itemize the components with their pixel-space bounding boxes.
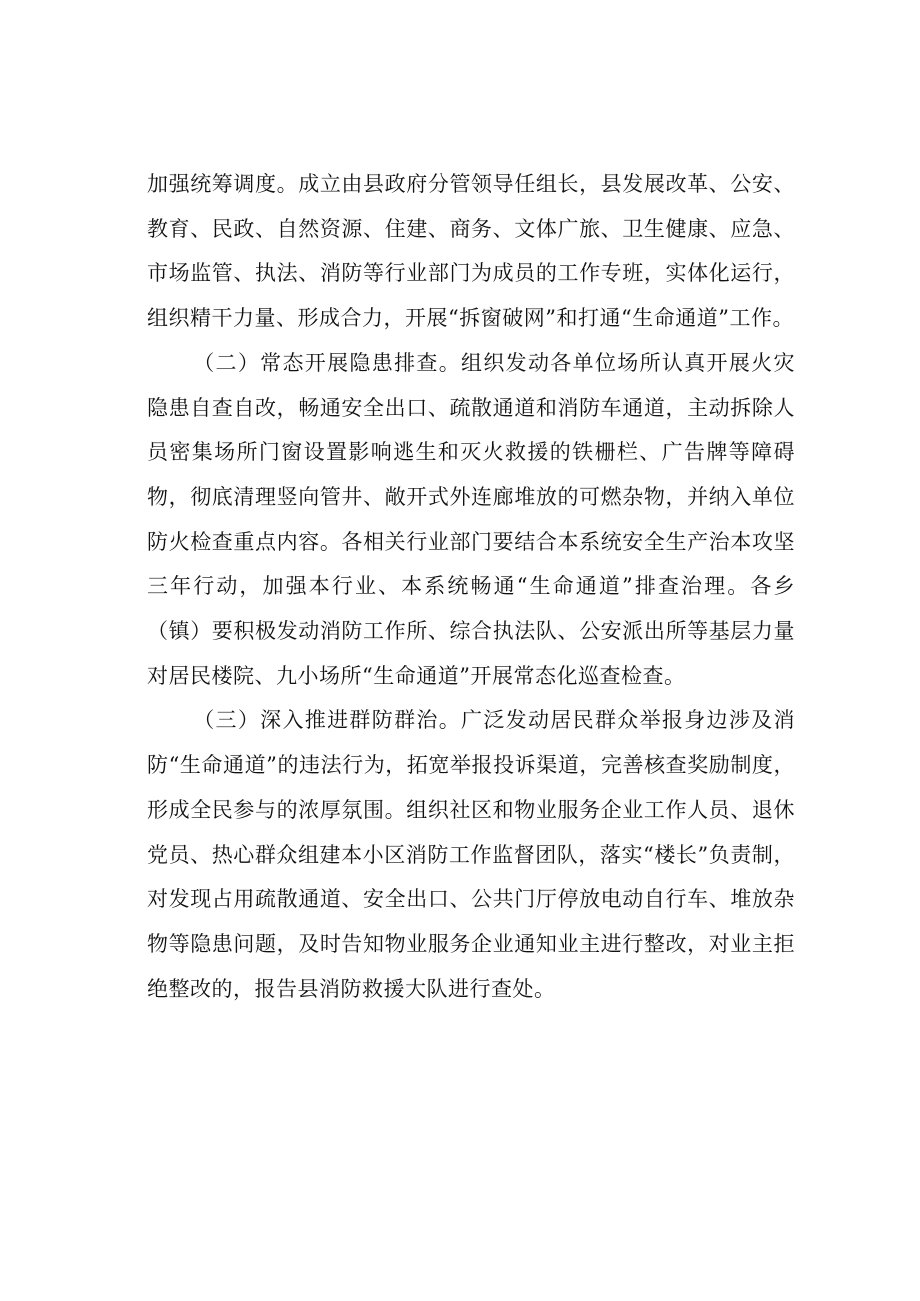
section-heading: （三）深入推进群防群治。 bbox=[193, 708, 462, 733]
paragraph-text: 组织发动各单位场所认真开展火灾隐患自查自改，畅通安全出口、疏散通道和消防车通道，主动拆除人员密集场所门窗设置影响逃生和灭火救援的铁栅栏、广告牌等障碍物，彻底清理竖向管井、敞开式外连廊堆放的可燃杂物，并纳入单位防火检查重点内容。各相关行业部门要结合本系统安全生产治本攻坚三年行动，加强本行业、本系统畅通“生命通道”排查治理。各乡（镇）要积极发动消防工作所、综合执法队、公安派出所等基层力量对居民楼院、九小场所“生命通道”开展常态化巡查检查。 bbox=[147, 350, 796, 688]
paragraph-text: 加强统筹调度。成立由县政府分管领导任组长，县发展改革、公安、教育、民政、自然资源、住建、商务、文体广旅、卫生健康、应急、市场监管、执法、消防等行业部门为成员的工作专班，实体化运行，组织精干力量、形成合力，开展“拆窗破网”和打通“生命通道”工作。 bbox=[147, 172, 795, 331]
document-body bbox=[147, 162, 795, 1011]
section-heading: （二）常态开展隐患排查。 bbox=[193, 350, 462, 375]
paragraph-coordination bbox=[147, 162, 795, 341]
paragraph-hazard-inspection bbox=[147, 341, 795, 699]
paragraph-mass-prevention bbox=[147, 698, 795, 1011]
paragraph-text: 广泛发动居民群众举报身边涉及消防“生命通道”的违法行为，拓宽举报投诉渠道，完善核查奖励制度，形成全民参与的浓厚氛围。组织社区和物业服务企业工作人员、退休党员、热心群众组建本小区消防工作监督团队，落实“楼长”负责制，对发现占用疏散通道、安全出口、公共门厅停放电动自行车、堆放杂物等隐患问题，及时告知物业服务企业通知业主进行整改，对业主拒绝整改的，报告县消防救援大队进行查处。 bbox=[147, 708, 796, 1001]
